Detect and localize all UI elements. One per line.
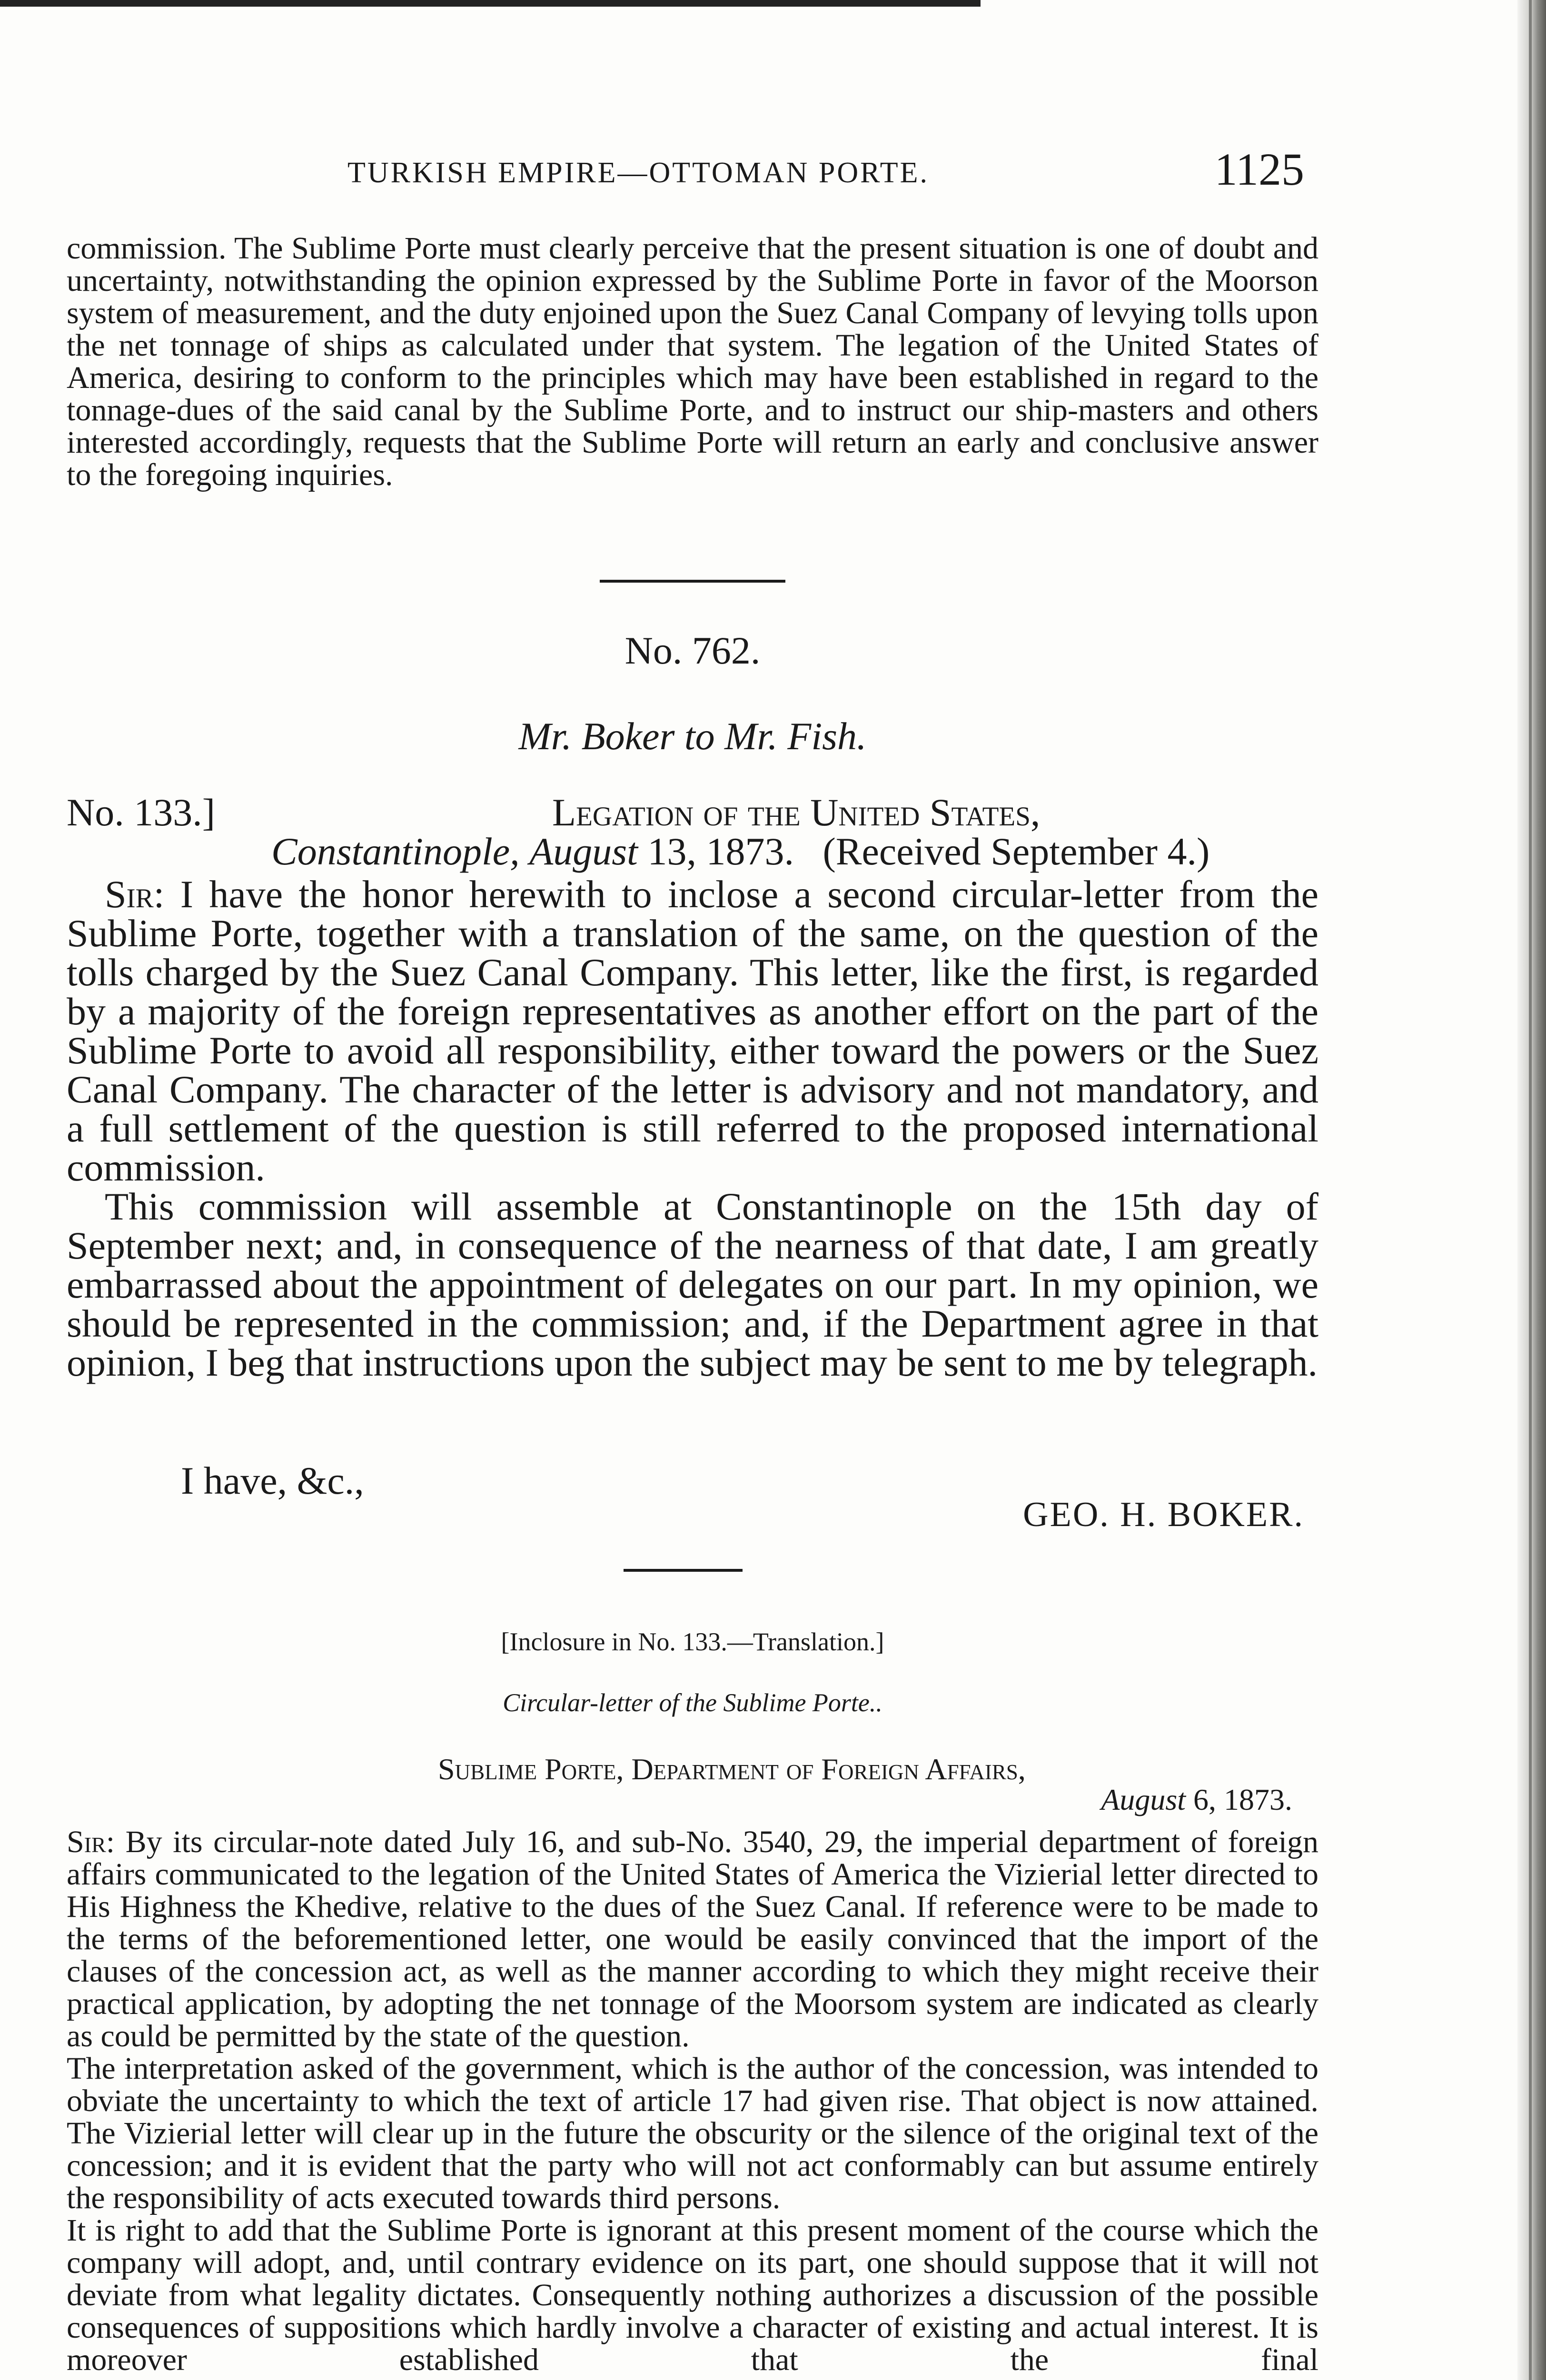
enclosure-paragraph-1 [67, 1826, 1318, 2053]
dispatch-date-month: August [529, 830, 638, 873]
enclosure-date-rest: 6, 1873. [1193, 1783, 1292, 1816]
dispatch-number: No. 133.] [67, 791, 216, 834]
enclosure-sender: Sublime Porte, Department of Foreign Affairs, [438, 1752, 1026, 1786]
dispatch-dateline [67, 829, 1318, 874]
signature: GEO. H. BOKER. [1023, 1495, 1304, 1534]
letter-body [67, 875, 1318, 1382]
dispatch-received: (Received September 4.) [823, 830, 1210, 873]
scan-right-edge [1517, 0, 1546, 2380]
running-head-title: TURKISH EMPIRE—OTTOMAN PORTE. [347, 157, 930, 189]
enclosure-paragraph-2: The interpretation asked of the government, which is the author of the concession, was intended to obviate the uncertainty to which the text of article 17 had given rise. That object is now attained. The Vizierial letter will clear up in the future the obscurity or the silence of the original text of the concession; and it is evident that the party who will not act conformably can but assume entirely the responsibility of acts executed towards third persons. [67, 2051, 1318, 2215]
letter-paragraph-2: This commission will assemble at Constantinople on the 15th day of September next; and, in consequence of the nearness of that date, I am greatly embarrassed about the appointment of delegates on our part. In my opinion, we should be represented in the commission; and, if the Department agree in that opinion, I beg that instructions upon the subject may be sent to me by telegraph. [67, 1185, 1318, 1384]
letter-paragraph-1 [67, 875, 1318, 1187]
enclosure-paragraph-1-text: : By its circular-note dated July 16, and sub-No. 3540, 29, the imperial department of foreign affairs communicated to the legation of the United States of America the Vizierial letter directed to His Highness the Khedive, relative to the dues of the Suez Canal. If reference were to be made to the terms of the beforementioned letter, one would be easily convinced that the import of the clauses of the concession act, as well as the manner according to which they might receive their practical application, by adopting the net tonnage of the Moorsom system are indicated as clearly as could be permitted by the state of the question. [67, 1825, 1318, 2053]
letter-closing: I have, &c., [181, 1459, 364, 1502]
dispatch-header [67, 790, 1318, 835]
letter-paragraph-1-text: : I have the honor herewith to inclose a second circular-letter from the Sublime Porte, together with a translation of the same, on the question of the tolls charged by the Suez Canal Company. This letter, like the first, is regarded by a majority of the foreign representatives as another effort on the part of the Sublime Porte to avoid all responsibility, either toward the powers or the Suez Canal Company. The character of the letter is advisory and not mandatory, and a full settlement of the question is still referred to the proposed international commission. [67, 873, 1318, 1189]
enclosure-date [67, 1782, 1318, 1817]
scan-top-edge [0, 0, 981, 7]
enclosure-divider [624, 1569, 743, 1572]
opening-paragraph-block [67, 232, 1318, 491]
section-divider [600, 580, 785, 583]
running-head [67, 143, 1318, 195]
dispatch-date-rest: 13, 1873. [647, 830, 794, 873]
correspondents: Mr. Boker to Mr. Fish. [518, 714, 867, 758]
enclosure-heading: [Inclosure in No. 133.—Translation.] [501, 1627, 884, 1656]
salutation: Sir [105, 873, 154, 916]
enclosure-body [67, 1826, 1318, 2376]
enclosure-paragraph-3: It is right to add that the Sublime Porte is ignorant at this present moment of the course which the company will adopt, and, until contrary evidence on its part, one should suppose that it will not deviate from what legality dictates. Consequently nothing authorizes a discussion of the possible consequences of suppositions which hardly involve a character of existing and actual interest. It is moreover established that the final [67, 2213, 1318, 2377]
enclosure-date-month: August [1101, 1783, 1186, 1816]
enclosure-salutation: Sir [67, 1825, 106, 1859]
page-number: 1125 [1214, 144, 1304, 195]
opening-paragraph: commission. The Sublime Porte must clearly perceive that the present situation is one of doubt and uncertainty, notwithstanding the opinion expressed by the Sublime Porte in favor of the Moorson system of measurement, and the duty enjoined upon the Suez Canal Company of levying tolls upon the net tonnage of ships as calculated under that system. The legation of the United States of America, desiring to conform to the principles which may have been established in regard to the tonnage-dues of the said canal by the Sublime Porte, and to instruct our ship-masters and others interested accordingly, requests that the Sublime Porte will return an early and conclusive answer to the foregoing inquiries. [67, 231, 1318, 492]
dispatch-sender: Legation of the United States, [552, 791, 1041, 834]
dispatch-place: Constantinople, [271, 830, 520, 873]
enclosure-title: Circular-letter of the Sublime Porte.. [503, 1688, 882, 1717]
document-number: No. 762. [624, 629, 761, 672]
scan-binding-line [1529, 0, 1532, 2380]
